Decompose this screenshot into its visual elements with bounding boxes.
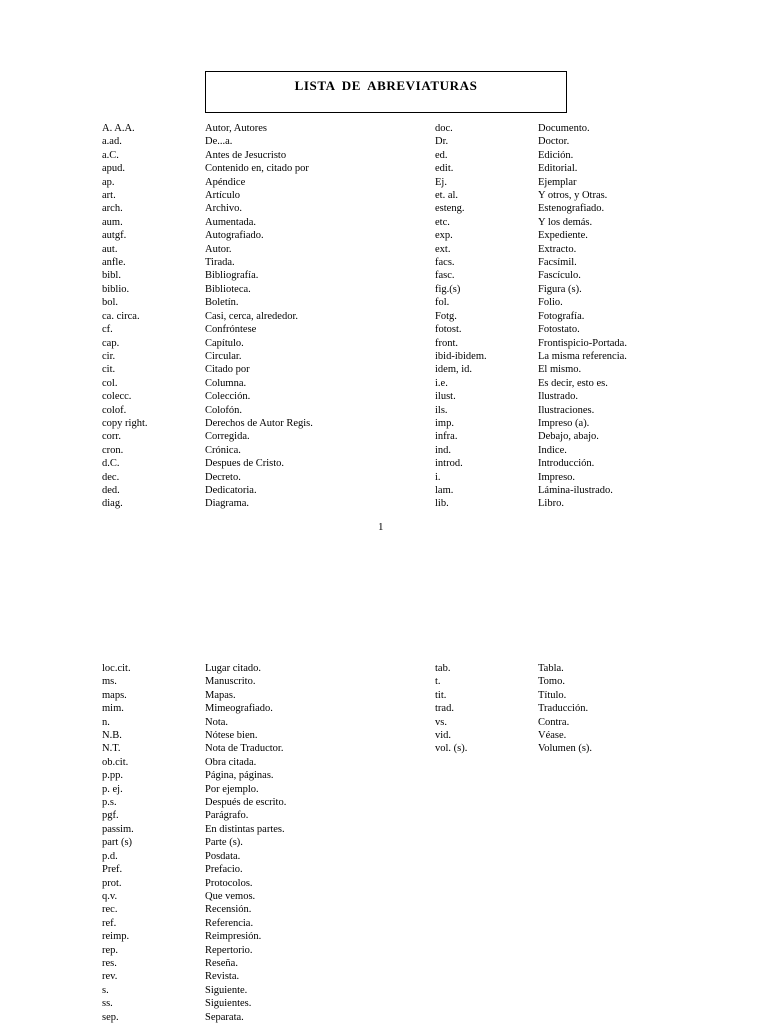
abbreviation: sep.	[102, 1011, 119, 1023]
abbreviation: part (s)	[102, 837, 133, 849]
abbreviation: apud.	[102, 163, 126, 175]
abbreviation-meaning: Columna.	[205, 377, 247, 389]
abbreviation: ed.	[435, 149, 448, 161]
abbreviation-meaning: Circular.	[205, 350, 242, 362]
abbreviation-meaning: Que vemos.	[205, 890, 256, 902]
abbreviation-meaning: Nota.	[205, 716, 229, 728]
abbreviation-meaning: Mapas.	[205, 689, 236, 701]
abbreviation-meaning: Nótese bien.	[205, 730, 258, 742]
abbreviation: passim.	[102, 823, 134, 835]
abbreviation: fotost.	[435, 324, 462, 336]
abbreviation: tab.	[435, 663, 451, 674]
abbreviation-meaning: Aumentada.	[205, 216, 257, 228]
abbreviation-meaning: Referencia.	[205, 917, 254, 929]
abbreviation: ded.	[102, 484, 120, 496]
abbreviation-meaning: Diagrama.	[205, 498, 250, 510]
abbreviation: d.C.	[102, 458, 120, 470]
abbreviation: edit.	[435, 163, 454, 175]
abbreviation-meaning: Facsímil.	[538, 257, 577, 269]
abbreviation-meaning: Después de escrito.	[205, 797, 287, 809]
abbreviation-meaning: Traducción.	[538, 703, 589, 715]
abbreviation-meaning: Ilustrado.	[538, 391, 578, 403]
abbreviation: et. al.	[435, 190, 459, 202]
abbreviation-meaning: Expediente.	[538, 230, 588, 242]
abbreviation-meaning: De...a.	[205, 136, 233, 148]
abbreviation-meaning: Lámina-ilustrado.	[538, 484, 613, 496]
abbreviation: bibl.	[102, 270, 121, 282]
abbreviation: ind.	[435, 444, 452, 456]
abbreviation: introd.	[435, 458, 463, 470]
abbreviation-meaning: Corregida.	[205, 431, 250, 443]
abbreviation-meaning: Colofón.	[205, 404, 243, 416]
abbreviation-meaning: Parágrafo.	[205, 810, 249, 822]
abbreviation-meaning: Bibliografía.	[205, 270, 259, 282]
title-box	[205, 71, 567, 113]
abbreviation-meaning: Introducción.	[538, 458, 595, 470]
abbreviation-meaning: Citado por	[205, 364, 250, 376]
abbreviation-meaning: Siguientes.	[205, 998, 252, 1010]
abbreviation: A. A.A.	[102, 123, 135, 134]
abbreviation-meaning: Folio.	[538, 297, 563, 309]
abbreviation-meaning: Reseña.	[205, 957, 238, 969]
abbreviation-meaning: Tomo.	[538, 676, 565, 688]
abbreviation: a.ad.	[102, 136, 122, 148]
abbreviation-meaning: Revista.	[205, 971, 240, 983]
abbreviation: lam.	[435, 484, 454, 496]
abbreviation: corr.	[102, 431, 121, 443]
abbreviation-meaning: El mismo.	[538, 364, 582, 376]
abbreviation: infra.	[435, 431, 458, 443]
abbreviation: exp.	[435, 230, 453, 242]
abbreviation-meaning: Recensión.	[205, 904, 252, 916]
abbreviation: N.B.	[102, 730, 122, 742]
abbreviation: res.	[102, 957, 117, 969]
abbreviation-meaning: Nota de Traductor.	[205, 743, 284, 755]
abbreviation: s.	[102, 984, 109, 996]
page-title: LISTA DE ABREVIATURAS	[294, 78, 478, 93]
abbreviation: etc.	[435, 216, 450, 228]
abbreviation: cit.	[102, 364, 116, 376]
abbreviation-meaning: Posdata.	[205, 850, 241, 862]
abbreviation: bol.	[102, 297, 119, 309]
abbreviation: aut.	[102, 243, 118, 255]
abbreviation: p.s.	[102, 797, 117, 809]
abbreviation: Pref.	[102, 864, 123, 876]
abbreviation: p.pp.	[102, 770, 123, 782]
abbreviation: esteng.	[435, 203, 465, 215]
abbreviation-meaning: Obra citada.	[205, 756, 257, 768]
abbreviation-meaning: En distintas partes.	[205, 823, 285, 835]
abbreviation-meaning: Extracto.	[538, 243, 577, 255]
abbreviation: copy right.	[102, 417, 148, 429]
abbreviation: vs.	[435, 716, 447, 728]
abbreviation-meaning: Figura (s).	[538, 283, 582, 295]
abbreviation: N.T.	[102, 743, 121, 755]
abbreviation-meaning: Separata.	[205, 1011, 244, 1023]
abbreviation-meaning: Ejemplar	[538, 176, 577, 188]
abbreviation-meaning: Impreso (a).	[538, 417, 590, 429]
abbreviation-meaning: Siguiente.	[205, 984, 248, 996]
abbreviation-meaning: Lugar citado.	[205, 663, 261, 674]
abbreviation: front.	[435, 337, 459, 349]
abbreviation: autgf.	[102, 230, 127, 242]
abbreviation: ilust.	[435, 391, 456, 403]
abbreviation: t.	[435, 676, 441, 688]
abbreviation: fol.	[435, 297, 450, 309]
abbreviation-meaning: Frontispicio-Portada.	[538, 337, 627, 349]
abbreviation-meaning: Tirada.	[205, 257, 235, 269]
abbreviation: facs.	[435, 257, 455, 269]
abbreviation-meaning: Y otros, y Otras.	[538, 190, 608, 202]
abbreviation-meaning: Dedicatoria.	[205, 484, 257, 496]
abbreviation: reimp.	[102, 931, 130, 943]
abbreviation: ms.	[102, 676, 117, 688]
abbreviation-meaning: Fotostato.	[538, 324, 580, 336]
abbreviation-meaning: Despues de Cristo.	[205, 458, 285, 470]
abbreviation: i.	[435, 471, 441, 483]
abbreviation: aum.	[102, 216, 123, 228]
abbreviation: lib.	[435, 498, 449, 510]
abbreviation-meaning: La misma referencia.	[538, 350, 627, 362]
abbreviation: diag.	[102, 498, 123, 510]
abbreviation: ap.	[102, 176, 115, 188]
abbreviation-meaning: Artículo	[205, 190, 240, 202]
abbreviation: fasc.	[435, 270, 455, 282]
abbreviation: i.e.	[435, 377, 448, 389]
abbreviation-meaning: Editorial.	[538, 163, 578, 175]
abbreviation-meaning: Contenido en, citado por	[205, 163, 309, 175]
abbreviation: a.C.	[102, 149, 119, 161]
abbreviation: prot.	[102, 877, 122, 889]
abbreviation-meaning: Estenografiado.	[538, 203, 605, 215]
abbreviation-meaning: Fotografía.	[538, 310, 585, 322]
abbreviation-meaning: Debajo, abajo.	[538, 431, 599, 443]
abbreviation-meaning: Boletín.	[205, 297, 239, 309]
abbreviation-meaning: Protocolos.	[205, 877, 253, 889]
abbreviation-meaning: Casi, cerca, alrededor.	[205, 310, 298, 322]
abbreviation-meaning: Decreto.	[205, 471, 241, 483]
abbreviation: ca. circa.	[102, 310, 140, 322]
abbreviation: cap.	[102, 337, 120, 349]
abbreviation-meaning: Impreso.	[538, 471, 576, 483]
abbreviation: colof.	[102, 404, 127, 416]
abbreviation-meaning: Doctor.	[538, 136, 570, 148]
abbreviation: Ej.	[435, 176, 447, 188]
abbreviation: idem, id.	[435, 364, 473, 376]
abbreviation: ils.	[435, 404, 448, 416]
abbreviation-meaning: Volumen (s).	[538, 743, 593, 755]
abbreviation-meaning: Reimpresión.	[205, 931, 262, 943]
abbreviation-meaning: Libro.	[538, 498, 564, 510]
abbreviation: q.v.	[102, 890, 118, 902]
abbreviation: loc.cit.	[102, 663, 131, 674]
abbreviation: p.d.	[102, 850, 118, 862]
abbreviation: pgf.	[102, 810, 119, 822]
abbreviation-meaning: Edición.	[538, 149, 574, 161]
abbreviation-meaning: Página, páginas.	[205, 770, 274, 782]
abbreviation: colecc.	[102, 391, 132, 403]
abbreviation: arch.	[102, 203, 123, 215]
abbreviation: anfle.	[102, 257, 126, 269]
abbreviation: biblio.	[102, 283, 130, 295]
abbreviation-meaning: Es decir, esto es.	[538, 377, 608, 389]
abbreviation: p. ej.	[102, 783, 123, 795]
abbreviation-meaning: Prefacio.	[205, 864, 243, 876]
abbreviation: mim.	[102, 703, 124, 715]
abbreviation: imp.	[435, 417, 454, 429]
abbreviation-meaning: Antes de Jesucristo	[205, 149, 287, 161]
abbreviation: ref.	[102, 917, 117, 929]
abbreviation-meaning: Indice.	[538, 444, 567, 456]
abbreviation: cir.	[102, 350, 116, 362]
abbreviation: vid.	[435, 730, 452, 742]
abbreviation: trad.	[435, 703, 454, 715]
abbreviation: n.	[102, 716, 110, 728]
abbreviation-meaning: Tabla.	[538, 663, 564, 674]
abbreviation-meaning: Autor, Autores	[205, 123, 267, 134]
abbreviation: vol. (s).	[435, 743, 468, 755]
abbreviation-meaning: Autor.	[205, 243, 232, 255]
abbreviation-meaning: Autografiado.	[205, 230, 264, 242]
abbreviation-meaning: Apéndice	[205, 176, 246, 188]
abbreviation: col.	[102, 377, 118, 389]
abbreviation: dec.	[102, 471, 120, 483]
abbreviation-meaning: Mimeografiado.	[205, 703, 273, 715]
abbreviation: rev.	[102, 971, 118, 983]
abbreviation: maps.	[102, 689, 127, 701]
abbreviation: cf.	[102, 324, 113, 336]
abbreviation-meaning: Biblioteca.	[205, 283, 251, 295]
abbreviation-meaning: Véase.	[538, 730, 567, 742]
abbreviation: ob.cit.	[102, 756, 129, 768]
abbreviation-meaning: Manuscrito.	[205, 676, 256, 688]
abbreviation: tit.	[435, 689, 447, 701]
abbreviation-meaning: Capítulo.	[205, 337, 244, 349]
abbreviation-meaning: Parte (s).	[205, 837, 243, 849]
abbreviation-meaning: Archivo.	[205, 203, 243, 215]
abbreviation: ext.	[435, 243, 451, 255]
abbreviation: rep.	[102, 944, 119, 956]
abbreviation: doc.	[435, 123, 453, 134]
page-number: 1	[378, 521, 384, 533]
abbreviation-meaning: Título.	[538, 689, 567, 701]
abbreviation: ss.	[102, 998, 113, 1010]
abbreviation: cron.	[102, 444, 124, 456]
abbreviation-meaning: Documento.	[538, 123, 590, 134]
abbreviation: fig.(s)	[435, 283, 461, 295]
abbreviation-meaning: Crónica.	[205, 444, 241, 456]
abbreviation-meaning: Contra.	[538, 716, 570, 728]
abbreviation-meaning: Repertorio.	[205, 944, 253, 956]
abbreviation: Fotg.	[435, 310, 457, 322]
abbreviation-meaning: Fascículo.	[538, 270, 581, 282]
abbreviation: rec.	[102, 904, 118, 916]
abbreviation: ibid-ibidem.	[435, 350, 487, 362]
abbreviation: art.	[102, 190, 116, 202]
abbreviation: Dr.	[435, 136, 449, 148]
abbreviation-meaning: Colección.	[205, 391, 251, 403]
abbreviation-meaning: Confróntese	[205, 324, 257, 336]
abbreviation-meaning: Y los demás.	[538, 216, 593, 228]
abbreviation-meaning: Derechos de Autor Regis.	[205, 417, 313, 429]
abbreviation-meaning: Ilustraciones.	[538, 404, 595, 416]
abbreviation-meaning: Por ejemplo.	[205, 783, 259, 795]
